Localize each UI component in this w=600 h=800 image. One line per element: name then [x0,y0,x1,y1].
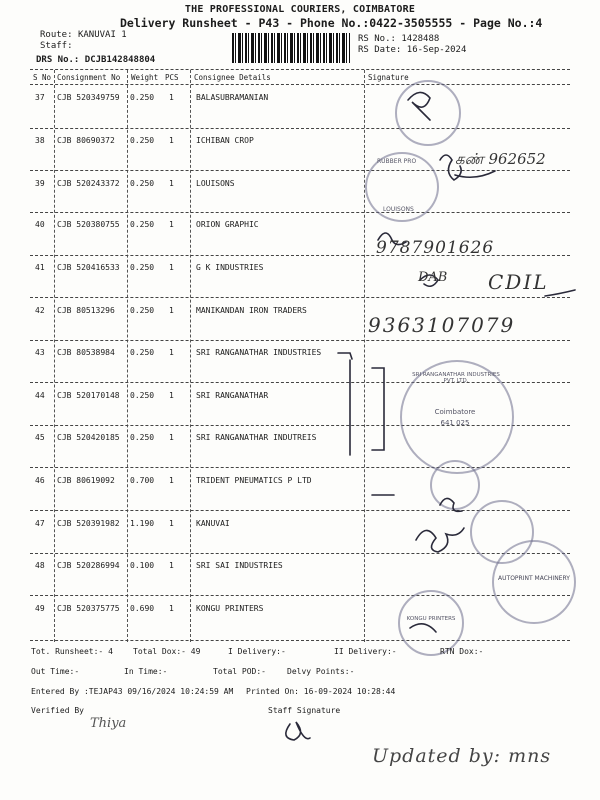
drs-value: DCJB142848804 [84,55,156,65]
row-consignment: CJB 520391982 [57,519,120,528]
col-header-consignment: Consignment No [57,73,121,82]
row-consignee: SRI RANGANATHAR INDUSTRIES [196,348,322,357]
row-consignment: CJB 520420185 [57,433,120,442]
row-consignment: CJB 80619092 [57,476,115,485]
staff-label: Staff: [40,41,73,51]
rs-date-value: 16-Sep-2024 [406,45,467,55]
verified-by-name: Thiya [90,716,127,731]
tot-runsheet: Tot. Runsheet:- 4 [31,647,113,656]
delivery-points: Delvy Points:- [287,667,355,676]
row-pcs: 1 [169,220,174,229]
row-consignment: CJB 80513296 [57,306,115,315]
row-pcs: 1 [169,519,174,528]
col-header-sno: S No [33,73,52,82]
row-consignee: KONGU PRINTERS [196,604,264,613]
handwritten-cdil: CDIL [488,270,549,294]
row-pcs: 1 [169,263,174,272]
row-sno: 42 [35,306,45,315]
handwritten-phone-1: 9787901626 [376,238,495,258]
row-consignee: KANUVAI [196,519,230,528]
rs-date-label: RS Date: [358,45,402,55]
row-consignment: CJB 80690372 [57,136,115,145]
row-consignment: CJB 80538984 [57,348,115,357]
row-sno: 38 [35,136,45,145]
row-consignee: TRIDENT PNEUMATICS P LTD [196,476,312,485]
row-consignment: CJB 520416533 [57,263,120,272]
row-pcs: 1 [169,306,174,315]
row-sno: 43 [35,348,45,357]
signature-mark [545,290,575,296]
row-pcs: 1 [169,179,174,188]
handwritten-phone-2: 9363107079 [368,313,516,337]
row-weight: 0.250 [130,263,155,272]
staff-signature-label: Staff Signature [268,706,341,715]
row-pcs: 1 [169,136,174,145]
col-header-consignee: Consignee Details [194,73,271,82]
total-dox: Total Dox:- 49 [133,647,201,656]
row-weight: 0.250 [130,348,155,357]
printed-on: Printed On: 16-09-2024 10:28:44 [246,687,396,696]
signature-mark [416,528,464,552]
row-weight: 1.190 [130,519,155,528]
verified-by-label: Verified By [31,706,84,715]
route-value: KANUVAI 1 [77,30,127,40]
route-label: Route: [40,30,73,40]
row-weight: 0.250 [130,93,155,102]
row-pcs: 1 [169,476,174,485]
row-sno: 48 [35,561,45,570]
row-sno: 41 [35,263,45,272]
row-weight: 0.250 [130,433,155,442]
seal-city: Coimbatore [434,408,476,416]
ii-delivery: II Delivery:- [334,647,397,656]
kongu-seal-text: KONGU PRINTERS [406,616,456,622]
row-weight: 0.250 [130,136,155,145]
row-pcs: 1 [169,433,174,442]
row-consignee: LOUISONS [196,179,235,188]
bracket-mark [338,353,352,359]
handwritten-signature-41: DAB [418,270,448,285]
row-sno: 45 [35,433,45,442]
row-weight: 0.700 [130,476,155,485]
row-sno: 44 [35,391,45,400]
row-sno: 40 [35,220,45,229]
row-consignee: BALASUBRAMANIAN [196,93,269,102]
row-consignment: CJB 520349759 [57,93,120,102]
row-weight: 0.250 [130,220,155,229]
col-header-weight: Weight [131,73,159,82]
row-sno: 49 [35,604,45,613]
row-consignment: CJB 520380755 [57,220,120,229]
rs-no-label: RS No.: [358,34,396,44]
row-weight: 0.250 [130,179,155,188]
row-sno: 37 [35,93,45,102]
seal-ring-text: SRI RANGANATHAR INDUSTRIES PVT. LTD. [412,372,500,384]
louisons-stamp-text: LOUISONS [383,206,414,213]
total-pod: Total POD:- [213,667,266,676]
row-pcs: 1 [169,348,174,357]
row-consignee: MANIKANDAN IRON TRADERS [196,306,307,315]
signature-mark [408,92,430,120]
seal-pin: 641 025 [440,419,470,427]
row-consignee: ICHIBAN CROP [196,136,254,145]
row-pcs: 1 [169,93,174,102]
row-consignment: CJB 520286994 [57,561,120,570]
row-pcs: 1 [169,391,174,400]
row-consignee: G K INDUSTRIES [196,263,264,272]
runsheet-title: Delivery Runsheet - P43 - Phone No.:0422-3505555 - Page No.:4 [120,16,543,30]
drs-label: DRS No.: [36,55,80,65]
row-pcs: 1 [169,561,174,570]
in-time: In Time:- [124,667,168,676]
company-title: THE PROFESSIONAL COURIERS, COIMBATORE [184,4,416,15]
row-consignment: CJB 520243372 [57,179,120,188]
i-delivery: I Delivery:- [228,647,286,656]
bracket-mark [372,368,384,450]
row-weight: 0.690 [130,604,155,613]
col-header-signature: Signature [368,73,409,82]
rs-no-value: 1428488 [401,34,440,44]
row-sno: 46 [35,476,45,485]
row-sno: 39 [35,179,45,188]
rtn-dox: RTN Dox:- [440,647,484,656]
row-weight: 0.250 [130,306,155,315]
out-time: Out Time:- [31,667,80,676]
row-consignee: SRI RANGANATHAR INDUTREIS [196,433,317,442]
row-consignee: SRI RANGANATHAR [196,391,269,400]
entered-by: Entered By :TEJAP43 09/16/2024 10:24:59 AM [31,687,234,696]
row-weight: 0.250 [130,391,155,400]
rubber-stamp-text: RUBBER PRO [377,158,417,165]
row-weight: 0.100 [130,561,155,570]
updated-by-note: Updated by: mns [372,745,552,767]
row-consignment: CJB 520170148 [57,391,120,400]
row-consignee: ORION GRAPHIC [196,220,259,229]
staff-signature-mark [286,722,310,740]
row-consignment: CJB 520375775 [57,604,120,613]
autoprint-seal-text: AUTOPRINT MACHINERY [498,575,570,582]
signature-mark [410,624,436,632]
col-header-pcs: PCS [165,73,179,82]
signature-mark [440,498,462,511]
row-pcs: 1 [169,604,174,613]
handwritten-note: கண் 962652 [455,150,546,168]
row-sno: 47 [35,519,45,528]
row-consignee: SRI SAI INDUSTRIES [196,561,283,570]
